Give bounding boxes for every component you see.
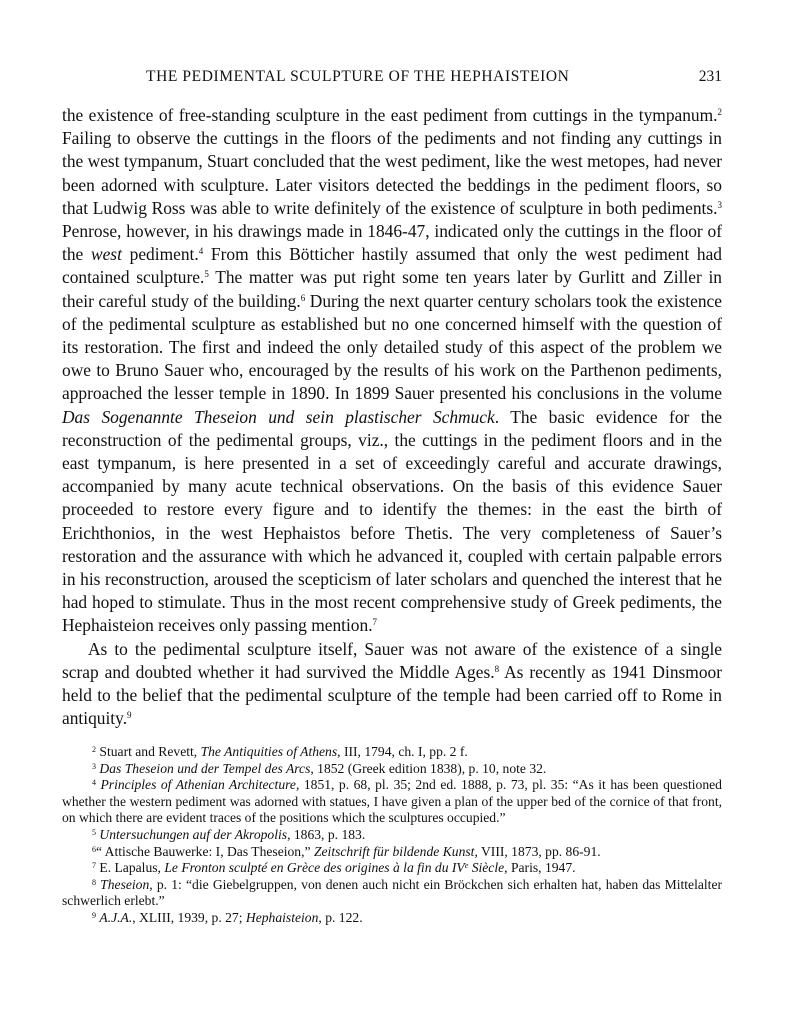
text-run: the existence of free-standing sculpture in the east pediment from cuttings in the tympanum. xyxy=(62,105,718,125)
citation-title: Untersuchungen auf der Akropolis xyxy=(99,826,288,842)
paragraph-2 xyxy=(62,638,722,731)
emphasis: west xyxy=(90,244,122,265)
text-run: pediment. xyxy=(121,244,199,265)
text-run: , p. 122. xyxy=(318,909,363,925)
text-run: , III, 1794, ch. I, pp. 2 f. xyxy=(337,744,468,759)
footnote-ref: 7 xyxy=(372,617,378,628)
footnote-number: 5 xyxy=(92,827,96,837)
text-run: , XLIII, 1939, p. 27; xyxy=(132,909,246,925)
footnote-8 xyxy=(62,877,722,910)
paragraph-1 xyxy=(62,104,722,638)
citation-title: Das Theseion und der Tempel des Arcs xyxy=(99,760,311,776)
footnote-ref: 6 xyxy=(300,292,306,303)
footnote-number: 7 xyxy=(92,861,96,871)
page-number: 231 xyxy=(698,68,722,85)
footnote-9 xyxy=(62,910,722,927)
text-run: The matter was put right some ten years later by Gurlitt and Ziller in their careful study of the building. xyxy=(62,267,722,311)
citation-title: Hephaisteion xyxy=(245,909,319,925)
text-run: , 1852 (Greek edition 1838), p. 10, note 32. xyxy=(310,760,547,776)
footnote-ref: 4 xyxy=(198,246,204,257)
text-run: E. Lapalus, xyxy=(96,860,165,876)
main-text xyxy=(62,104,722,730)
footnote-number: 3 xyxy=(92,761,96,771)
citation-title: Zeitschrift für bildende Kunst xyxy=(313,843,475,859)
citation-title: A.J.A. xyxy=(99,909,133,925)
book-title: Das Sogenannte Theseion und sein plastischer Schmuck xyxy=(62,406,495,427)
citation-title: The Antiquities of Athens xyxy=(200,744,338,759)
footnote-ref: 2 xyxy=(717,107,722,117)
text-run: Siècle xyxy=(468,860,505,876)
citation-title: Theseion xyxy=(96,876,150,892)
superscript: e xyxy=(464,861,469,871)
text-run: Stuart and Revett, xyxy=(96,744,201,759)
text-run: , VIII, 1873, pp. 86-91. xyxy=(474,843,601,859)
text-run: During the next quarter century scholars took the existence of the pedimental sculpture as established but no one concerned himself with the question of its restoration. The first and indeed the only detailed study of this aspect of the problem we owe to Bruno Sauer who, encouraged by the results of his work on the Parthenon pediments, approached the lesser temple in 1890. In 1899 Sauer presented his conclusions in the volume xyxy=(62,290,722,404)
footnote-number: 8 xyxy=(92,877,96,887)
text-run: Penrose, however, in his drawings made in 1846-47, indicated only the cuttings in the floor of the xyxy=(62,221,722,265)
text-run: , 1851, p. 68, pl. 35; 2nd ed. 1888, p. 73, pl. 35: “As it has been questioned whether the western pediment was adorned with statues, I have given a plan of the upper bed of the cornice of that front, on which there are evident traces of the positions which the sculptures occupied.” xyxy=(62,777,722,826)
footnote-ref: 5 xyxy=(204,269,209,280)
text-run: “ Attische Bauwerke: I, Das Theseion,” xyxy=(96,843,314,859)
footnote-number: 4 xyxy=(92,778,96,788)
footnote-3 xyxy=(62,761,722,778)
footnotes xyxy=(62,744,722,927)
footnote-5 xyxy=(62,827,722,844)
text-run: As recently as 1941 Dinsmoor held to the belief that the pedimental sculpture of the temple had been carried off to Rome in antiquity. xyxy=(62,661,722,729)
page-header xyxy=(62,68,722,92)
citation-title xyxy=(164,860,504,875)
text-run: , Paris, 1947. xyxy=(504,860,576,876)
text-run: , 1863, p. 183. xyxy=(287,826,366,842)
text-run: , p. 1: “die Giebelgruppen, von denen auch nicht ein Bröckchen sich erhalten hat, haben das Mittelalter schwerlich erlebt.” xyxy=(62,876,723,909)
footnote-6 xyxy=(62,844,722,861)
text-run: Le Fronton sculpté en Grèce des origines à la fin du IV xyxy=(164,860,465,876)
footnote-7 xyxy=(62,860,722,877)
footnote-ref: 8 xyxy=(494,663,500,674)
text-run: From this Bötticher hastily assumed that only the west pediment had contained sculpture. xyxy=(62,244,722,288)
footnote-4 xyxy=(62,777,722,827)
footnote-ref: 9 xyxy=(127,710,132,721)
text-run: . The basic evidence for the reconstruction of the pedimental groups, viz., the cuttings in the pediment floors and in the east tympanum, is here presented in a set of exceedingly careful and accurate drawings, accompanied by many acute technical observations. On the basis of this evidence Sauer proceeded to restore every figure and to identify the themes: in the east the birth of Erichthonios, in the west Hephaistos before Thetis. The very completeness of Sauer’s restoration and the assurance with which he advanced it, coupled with certain palpable errors in his reconstruction, aroused the scepticism of later scholars and quenched the interest that he had hoped to stimulate. Thus in the most recent comprehensive study of Greek pediments, the Hephaisteion receives only passing mention. xyxy=(62,406,723,636)
text-run: Failing to observe the cuttings in the floors of the pediments and not finding any cuttings in the west tympanum, Stuart concluded that the west pediment, like the west metopes, had never been adorned with sculpture. Later visitors detected the beddings in the pediment floors, so that Ludwig Ross was able to write definitely of the existence of sculpture in both pediments. xyxy=(62,128,722,218)
text-run: As to the pedimental sculpture itself, Sauer was not aware of the existence of a single scrap and doubted whether it had survived the Middle Ages. xyxy=(62,638,722,682)
running-title: THE PEDIMENTAL SCULPTURE OF THE HEPHAISTEION xyxy=(146,68,570,85)
footnote-2 xyxy=(62,744,722,761)
citation-title: Principles of Athenian Architecture xyxy=(100,777,296,793)
footnote-number: 9 xyxy=(92,910,96,920)
footnote-number: 6 xyxy=(92,844,96,854)
footnote-ref: 3 xyxy=(717,199,722,210)
footnote-number: 2 xyxy=(92,745,96,754)
